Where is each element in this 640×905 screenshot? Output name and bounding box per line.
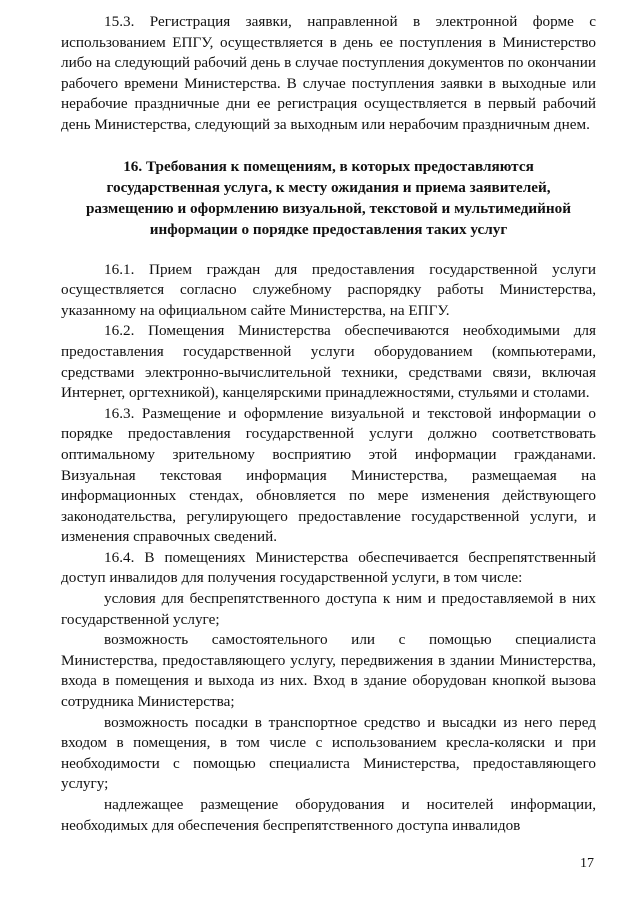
- page-number: 17: [580, 856, 594, 871]
- list-item-equipment: надлежащее размещение оборудования и носителей информации, необходимых для обеспечения беспрепятственного доступа инвалидов: [61, 796, 596, 834]
- paragraph-16-4: 16.4. В помещениях Министерства обеспечивается беспрепятственный доступ инвалидов для получения государственной услуги, в том числе:: [61, 548, 596, 587]
- paragraph-16-2: 16.2. Помещения Министерства обеспечиваются необходимыми для предоставления государственной услуги оборудованием (компьютерами, средствами электронно-вычислительной техники, средствами связи, включая Интернет, оргтехникой), канцелярскими принадлежностями, стульями и столами.: [61, 322, 596, 402]
- paragraph-16-1: 16.1. Прием граждан для предоставления государственной услуги осуществляется согласно служебному распорядку работы Министерства, указанному на официальном сайте Министерства, на ЕПГУ.: [61, 260, 596, 319]
- list-item-movement: возможность самостоятельного или с помощью специалиста Министерства, предоставляющего услугу, передвижения в здании Министерства, входа в помещения и выхода из них. Вход в здание оборудован кнопкой вызова сотрудника Министерства;: [61, 631, 596, 711]
- spacer: [61, 240, 596, 260]
- paragraph-16-3: 16.3. Размещение и оформление визуальной и текстовой информации о порядке предоставления государственной услуги должно соответствовать оптимальному зрительному восприятию этой информации гражданами. Визуальная текстовая информация Министерства, размещаемая на информационных стендах, обновляется по мере изменения действующего законодательства, регулирующего предоставление государственной услуги, и изменения справочных сведений.: [61, 404, 596, 546]
- list-item-access-conditions: условия для беспрепятственного доступа к ним и предоставляемой в них государственной услуге;: [61, 590, 596, 628]
- list-item-transport: возможность посадки в транспортное средство и высадки из него перед входом в помещения, в том числе с использованием кресла-коляски и при необходимости с помощью специалиста Министерства, предоставляющего услугу;: [61, 713, 596, 793]
- section-heading-16: 16. Требования к помещениям, в которых предоставляются государственная услуга, к месту ожидания и приема заявителей, размещению и оформлению визуальной, текстовой и мультимедийной информации о порядке предоставления таких услуг: [85, 157, 572, 238]
- paragraph-15-3: 15.3. Регистрация заявки, направленной в электронной форме с использованием ЕПГУ, осуществляется в день ее поступления в Министерство либо на следующий рабочий день в случае поступления документов по окончании рабочего времени Министерства. В случае поступления заявки в выходные или нерабочие праздничные дни ее регистрация осуществляется в первый рабочий день Министерства, следующий за выходным или нерабочим праздничным днем.: [61, 13, 596, 133]
